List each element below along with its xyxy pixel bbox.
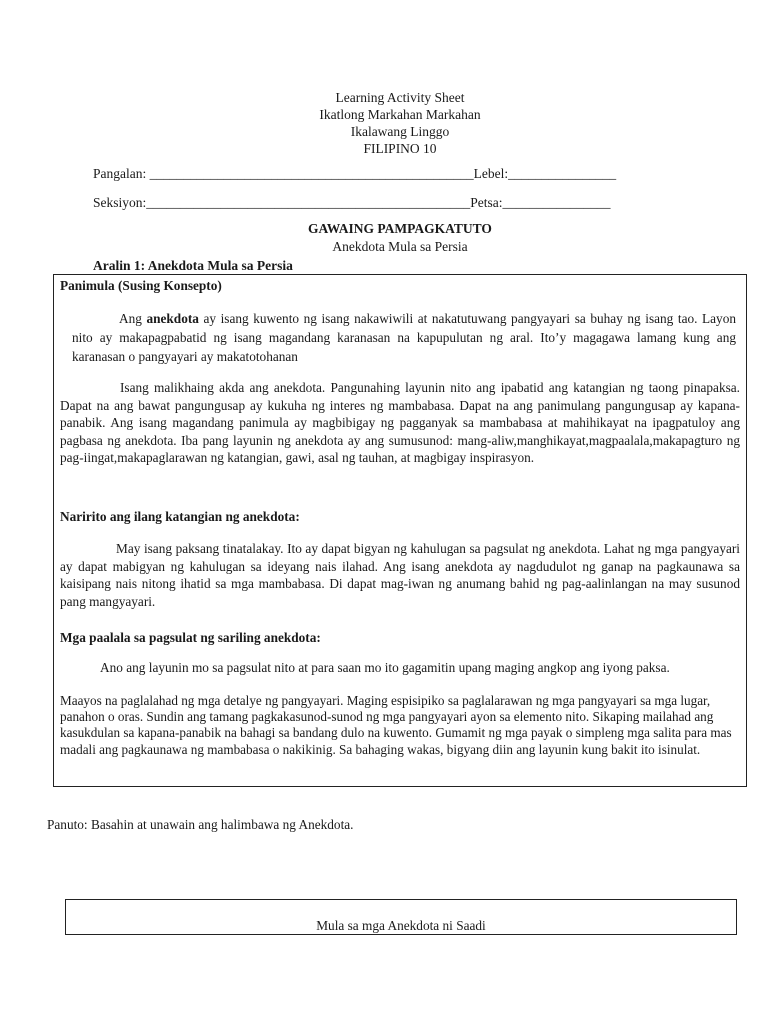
level-field-line[interactable]: ________________	[508, 166, 617, 181]
name-field-line[interactable]: ________________________________________________	[149, 166, 474, 181]
section-field-line[interactable]: ________________________________________________	[146, 195, 471, 210]
date-label: Petsa:	[470, 195, 503, 210]
section-field-row	[93, 195, 611, 211]
sheet-title: Learning Activity Sheet	[335, 90, 465, 105]
story-source-box	[65, 899, 737, 935]
paragraph-reminder-purpose: Ano ang layunin mo sa pagsulat nito at para saan mo ito gagamitin upang maging angkop ang iyong paksa.	[100, 660, 670, 675]
paragraph-definition-rest: ay isang kuwento ng isang nakawiwili at nakatutuwang pangyayari sa buhay ng isang tao. Layon nito ay makapagpabatid ng isang magandang karanasan na kapupulutan ng aral. Ito’y magagawa lamang kung ang karanasan o pangyayari ay makatotohanan	[72, 311, 736, 364]
concept-box	[53, 274, 747, 787]
subject-label: FILIPINO 10	[363, 141, 437, 156]
term-anekdota: anekdota	[146, 311, 199, 326]
instruction-text: Panuto: Basahin at unawain ang halimbawa ng Anekdota.	[47, 817, 354, 832]
name-field-row	[93, 166, 616, 182]
paragraph-reminder-details: Maayos na paglalahad ng mga detalye ng pangyayari. Maging espisipiko sa paglalarawan ng mga pangyayari sa mga lugar, panahon o oras. Sundin ang tamang pagkakasunod-sunod ng mga pangyayari ayon sa elemento nito. Sikaping mailahad ang kasukdulan sa kapana-panabik na bahagi sa bandang dulo na kuwento. Gumamit ng mga payak o simpleng mga salita para mas madali ang pagkaunawa ng mambabasa o nakikinig. Sa bahaging wakas, bigyang diin ang layunin kung bakit ito isinulat.	[60, 693, 732, 757]
characteristics-heading: Naririto ang ilang katangian ng anekdota:	[60, 509, 300, 524]
story-source-label: Mula sa mga Anekdota ni Saadi	[316, 918, 486, 933]
paragraph-purpose: Isang malikhaing akda ang anekdota. Pangunahing layunin nito ang ipabatid ang katangian ng taong pinapaksa. Dapat na ang bawat pangungusap ay kukuha ng interes ng mambabasa. Dapat na ang panimulang pangungusap ay kapana-panabik. Ang isang magandang panimula ay magbibigay ng pagganyak sa mambabasa at mahihikayat na ipagpatuloy ang pagbasa ng anekdota. Iba pang layunin ng anekdota ay ang sumusunod: mang-aliw,manghikayat,magpaalala,makapagturo ng pag-iingat,makapaglarawan ng katangian, gawi, asal ng tauhan, at magbigay inspirasyon.	[60, 380, 740, 465]
box-heading: Panimula (Susing Konsepto)	[60, 278, 222, 293]
level-label: Lebel:	[473, 166, 509, 181]
paragraph-definition	[72, 309, 736, 366]
paragraph-definition-start: Ang	[119, 311, 147, 326]
paragraph-characteristics: May isang paksang tinatalakay. Ito ay dapat bigyan ng kahulugan sa pagsulat ng anekdota. Lahat ng mga pangyayari ay dapat mabigyan ng kahulugan sa ideyang nais ilahad. Ang isang anekdota ay nagdudulot ng ganap na pagkaunawa sa kaisipang nais nitong ihatid sa mga mambabasa. Di dapat mag-iwan ng anumang bahid ng pag-aalinlangan na may susunod pang mangyayari.	[60, 541, 740, 609]
week-label: Ikalawang Linggo	[350, 124, 450, 139]
quarter-label: Ikatlong Markahan Markahan	[319, 107, 481, 122]
name-label: Pangalan:	[93, 166, 150, 181]
activity-title: GAWAING PAMPAGKATUTO	[308, 221, 492, 236]
reminders-heading: Mga paalala sa pagsulat ng sariling anekdota:	[60, 630, 321, 645]
section-label: Seksiyon:	[93, 195, 147, 210]
activity-subtitle: Anekdota Mula sa Persia	[332, 239, 468, 254]
lesson-title: Aralin 1: Anekdota Mula sa Persia	[93, 258, 293, 273]
date-field-line[interactable]: ________________	[502, 195, 611, 210]
